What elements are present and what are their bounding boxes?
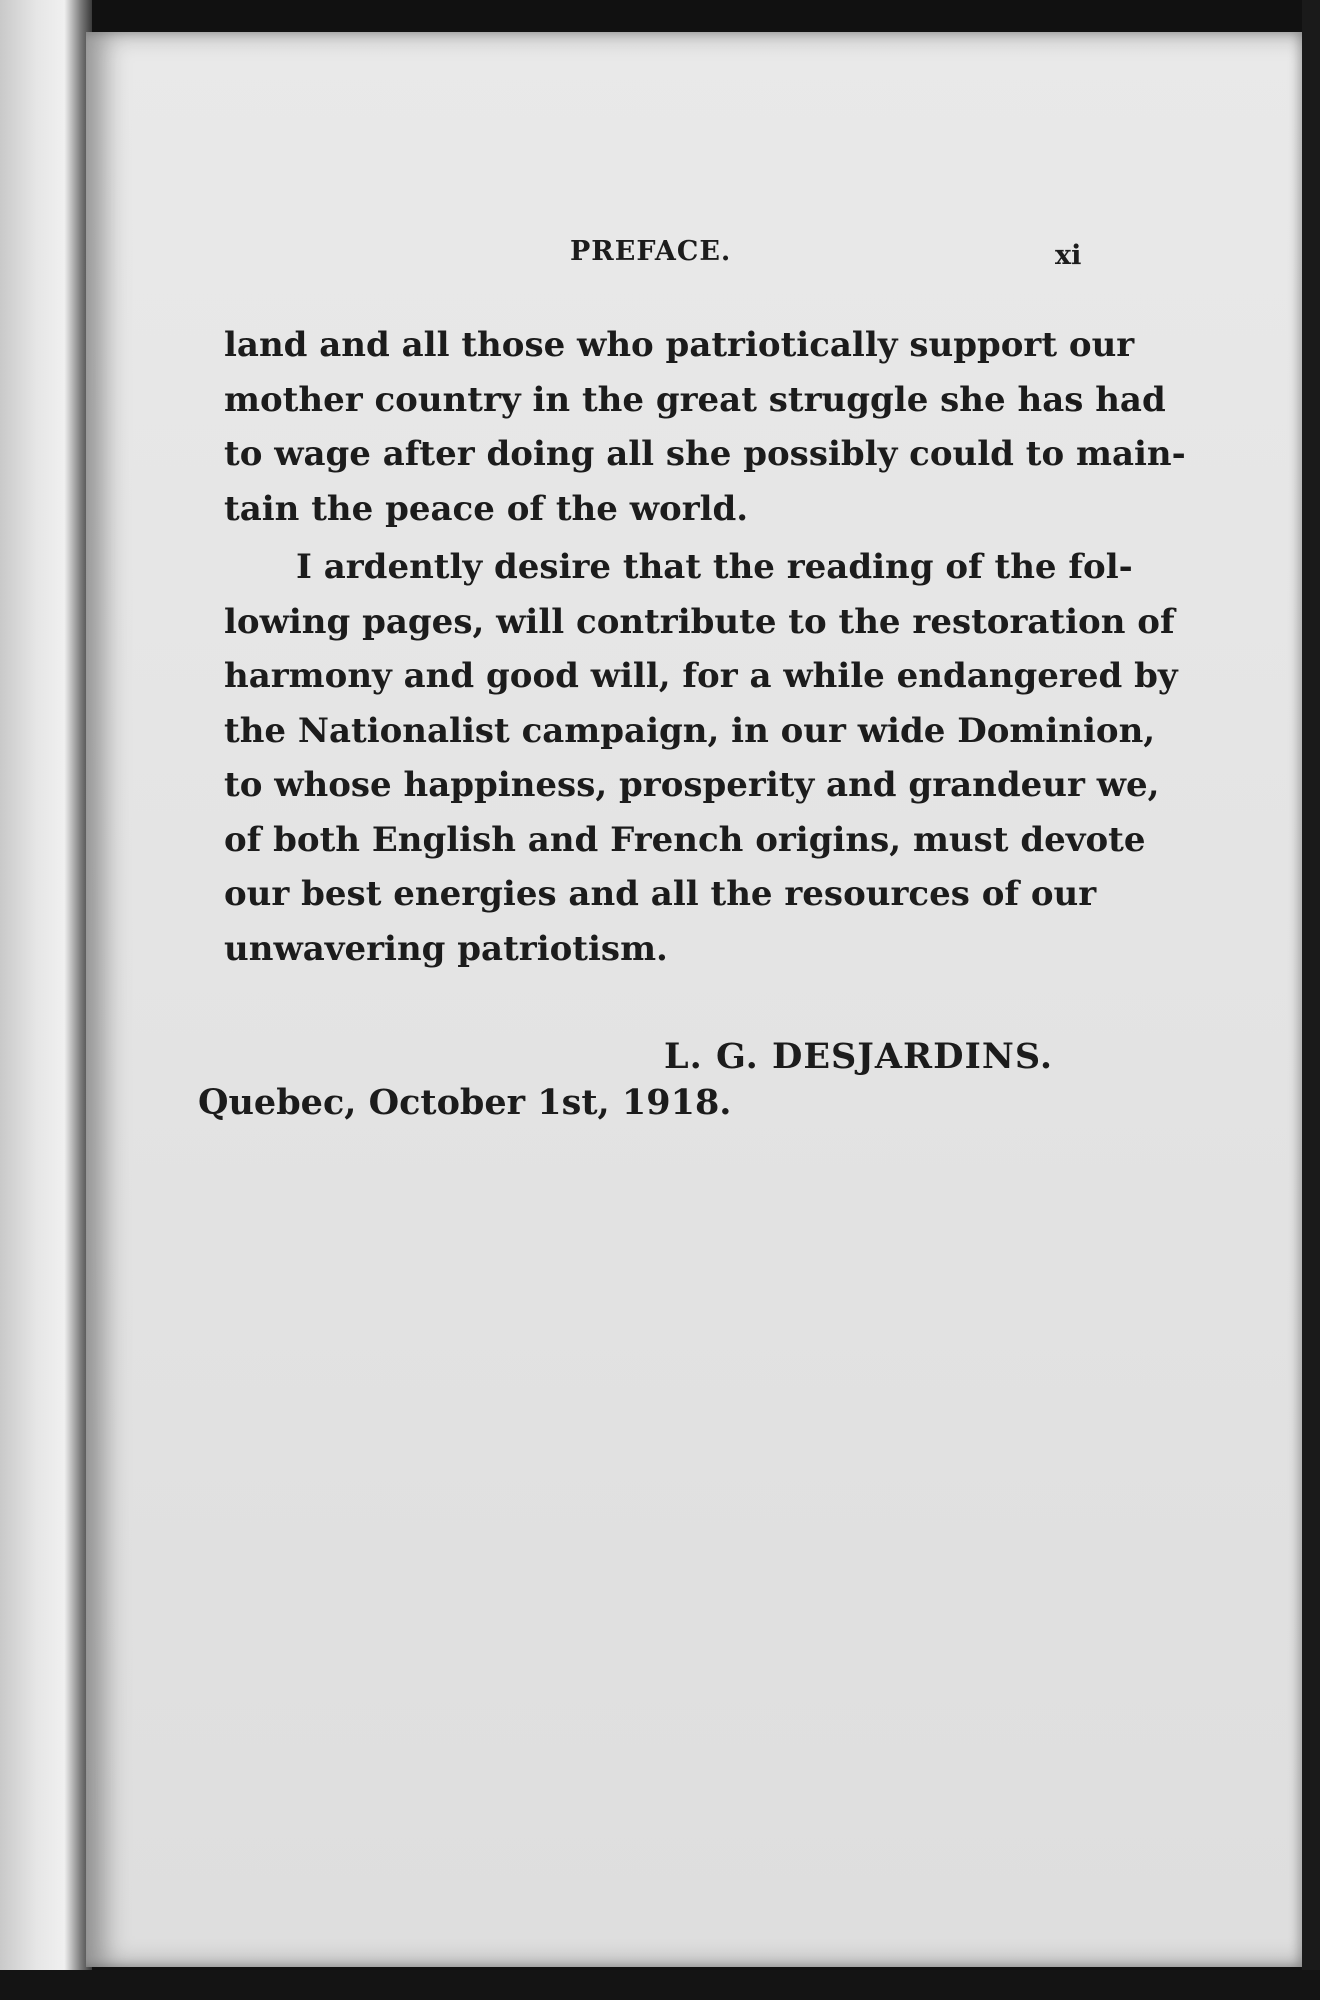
text-line: to whose happiness, prosperity and grandeur we, (224, 765, 1160, 805)
paragraph-1 (224, 318, 1186, 536)
paragraph-2 (224, 540, 1178, 976)
text-line: mother country in the great struggle she has had (224, 379, 1166, 420)
text-line: to wage after doing all she possibly could to main- (224, 434, 1186, 474)
text-line: lowing pages, will contribute to the restoration of (224, 601, 1175, 642)
page-number: xi (1055, 240, 1082, 271)
body-text (224, 318, 1186, 976)
facing-page-edge (0, 0, 92, 2000)
text-line: tain the peace of the world. (224, 488, 749, 529)
running-head-title: PREFACE. (570, 236, 732, 267)
running-head (0, 236, 1320, 276)
text-line: I ardently desire that the reading of the fol- (296, 547, 1133, 587)
text-line: unwavering patriotism. (224, 928, 668, 969)
dateline: Quebec, October 1st, 1918. (198, 1082, 732, 1123)
scan-border-bottom (0, 1970, 1320, 2000)
text-line: land and all those who patriotically support our (224, 325, 1135, 365)
text-line: the Nationalist campaign, in our wide Dominion, (224, 710, 1156, 751)
scan-border-right (1302, 0, 1320, 2000)
author-signature: L. G. DESJARDINS. (664, 1036, 1054, 1077)
text-line: harmony and good will, for a while endangered by (224, 656, 1178, 696)
text-line: of both English and French origins, must devote (224, 819, 1146, 860)
text-line: our best energies and all the resources of our (224, 874, 1097, 914)
